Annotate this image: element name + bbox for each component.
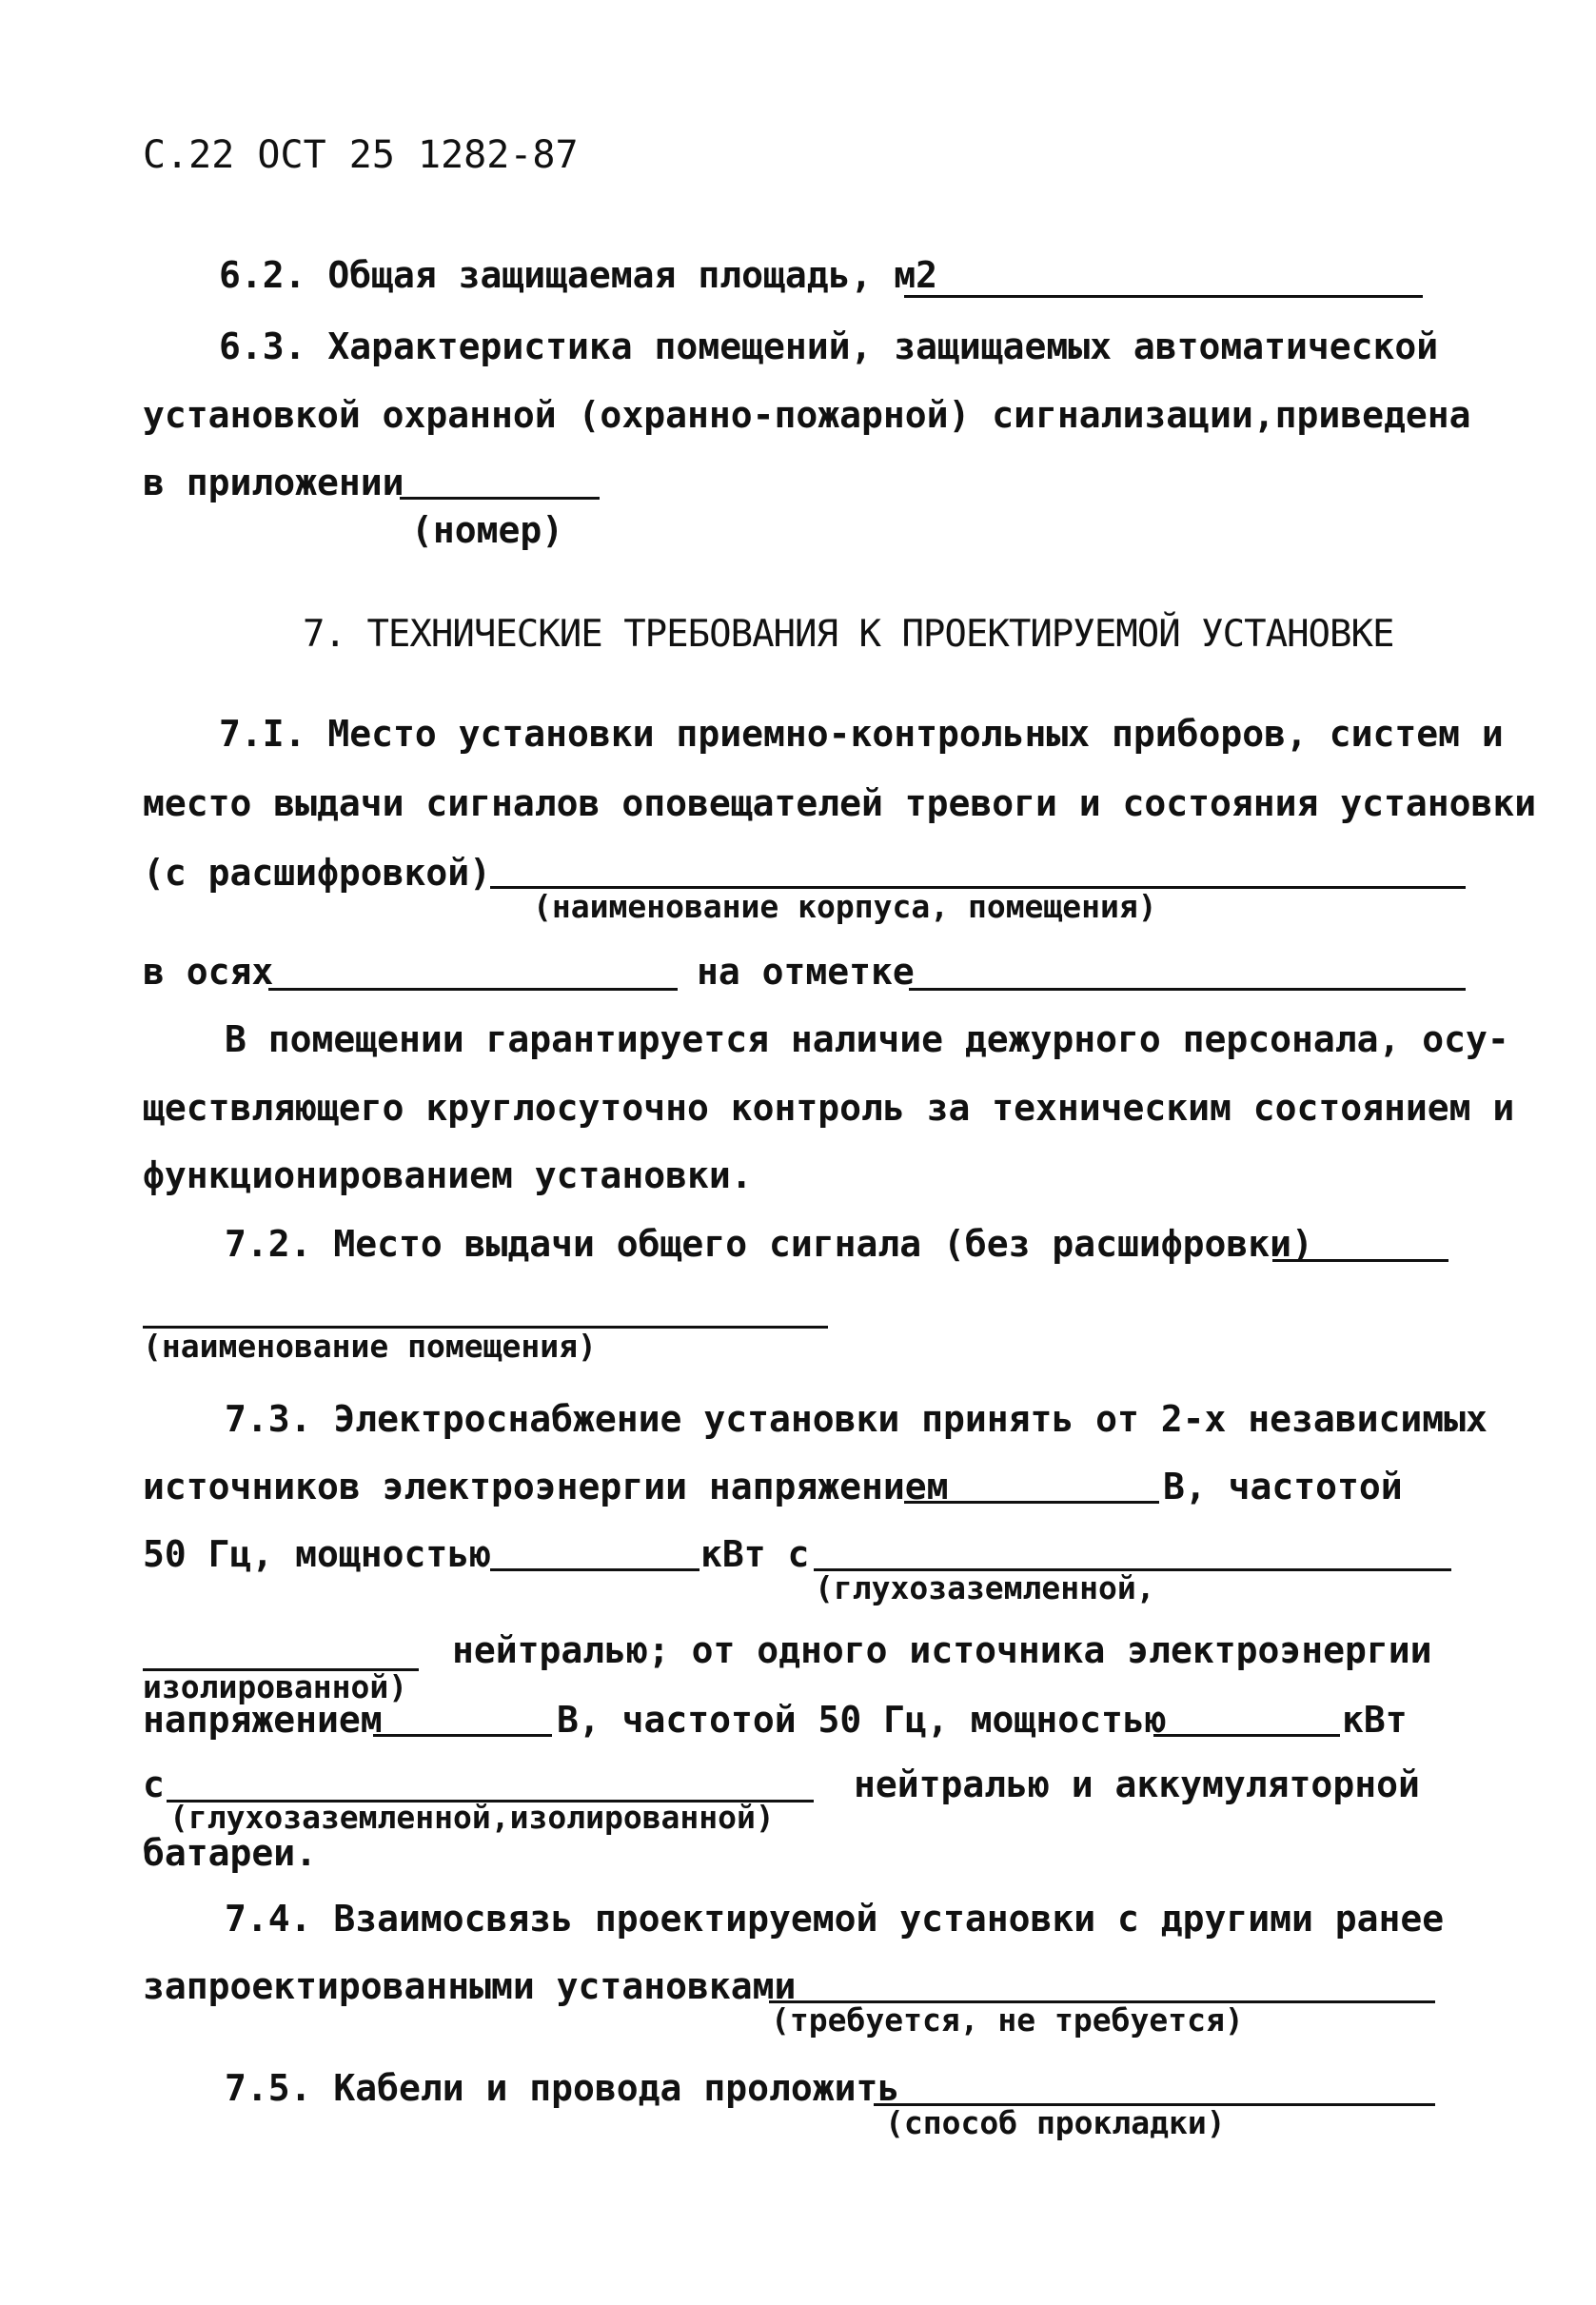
- item-6-3-line3: в приложении: [143, 462, 404, 503]
- item-7-1-line2: место выдачи сигналов оповещателей тревоги и состояния установки: [143, 782, 1537, 824]
- area-blank-line[interactable]: [904, 295, 1423, 298]
- power-1-blank-line[interactable]: [490, 1568, 699, 1571]
- laying-method-caption: (способ прокладки): [885, 2104, 1226, 2141]
- item-7-3-line1: 7.3. Электроснабжение установки принять от 2-х независимых: [225, 1398, 1488, 1440]
- item-7-2-line1: 7.2. Место выдачи общего сигнала (без расшифровки): [225, 1223, 1313, 1265]
- item-7-3-line2b: В, частотой: [1163, 1466, 1403, 1507]
- neutral-type-isolated-caption: изолированной): [143, 1668, 408, 1705]
- neutral-type-both-caption: (глухозаземленной,изолированной): [169, 1799, 775, 1836]
- section-7-title: 7. ТЕХНИЧЕСКИЕ ТРЕБОВАНИЯ К ПРОЕКТИРУЕМОЙ УСТАНОВКЕ: [303, 613, 1394, 656]
- item-7-1-line3: (с расшифровкой): [143, 852, 492, 894]
- neutral-type-grounded-caption: (глухозаземленной,: [815, 1569, 1155, 1606]
- appendix-number-caption: (номер): [411, 509, 564, 551]
- mark-blank-line[interactable]: [909, 988, 1466, 991]
- mark-label: на отметке: [697, 951, 915, 993]
- item-7-3-line7: батареи.: [143, 1832, 318, 1874]
- staff-line3: функционированием установки.: [143, 1154, 753, 1196]
- item-7-5-line1: 7.5. Кабели и провода проложить: [225, 2067, 900, 2109]
- voltage-1-blank-line[interactable]: [904, 1501, 1159, 1504]
- item-6-3-line2: установкой охранной (охранно-пожарной) сигнализации,приведена: [143, 394, 1471, 436]
- item-7-3-line5c: кВт: [1342, 1699, 1408, 1741]
- interconnection-caption: (требуется, не требуется): [771, 2001, 1244, 2039]
- voltage-2-blank-line[interactable]: [373, 1734, 552, 1737]
- staff-line2: ществляющего круглосуточно контроль за техническим состоянием и: [143, 1087, 1515, 1129]
- power-2-blank-line[interactable]: [1153, 1734, 1340, 1737]
- item-7-3-line5a: напряжением: [143, 1699, 383, 1741]
- item-7-3-line3b: кВт с: [700, 1533, 810, 1575]
- item-7-4-line2: запроектированными установками: [143, 1965, 797, 2007]
- item-7-3-line2a: источников электроэнергии напряжением: [143, 1466, 949, 1507]
- axes-label: в осях: [143, 951, 274, 993]
- item-7-1-line1: 7.I. Место установки приемно-контрольных приборов, систем и: [219, 713, 1504, 755]
- page-header: С.22 ОСТ 25 1282-87: [143, 133, 579, 177]
- item-7-3-line5b: В, частотой 50 Гц, мощностью: [557, 1699, 1167, 1741]
- general-signal-blank-line[interactable]: [1272, 1259, 1448, 1262]
- item-6-2-text: 6.2. Общая защищаемая площадь, м2: [219, 254, 937, 296]
- general-room-caption: (наименование помещения): [143, 1328, 597, 1365]
- item-6-3-line1: 6.3. Характеристика помещений, защищаемых автоматической: [219, 325, 1439, 367]
- axes-blank-line[interactable]: [268, 988, 678, 991]
- appendix-number-blank-line[interactable]: [400, 497, 600, 500]
- item-7-3-line4: нейтралью; от одного источника электроэнергии: [452, 1629, 1432, 1671]
- item-7-3-line3a: 50 Гц, мощностью: [143, 1533, 492, 1575]
- item-7-4-line1: 7.4. Взаимосвязь проектируемой установки с другими ранее: [225, 1898, 1445, 1940]
- item-7-3-line6a: с: [143, 1763, 165, 1805]
- building-room-caption: (наименование корпуса, помещения): [533, 888, 1157, 925]
- item-7-3-line6b: нейтралью и аккумуляторной: [854, 1763, 1420, 1805]
- staff-line1: В помещении гарантируется наличие дежурного персонала, осу-: [225, 1018, 1509, 1060]
